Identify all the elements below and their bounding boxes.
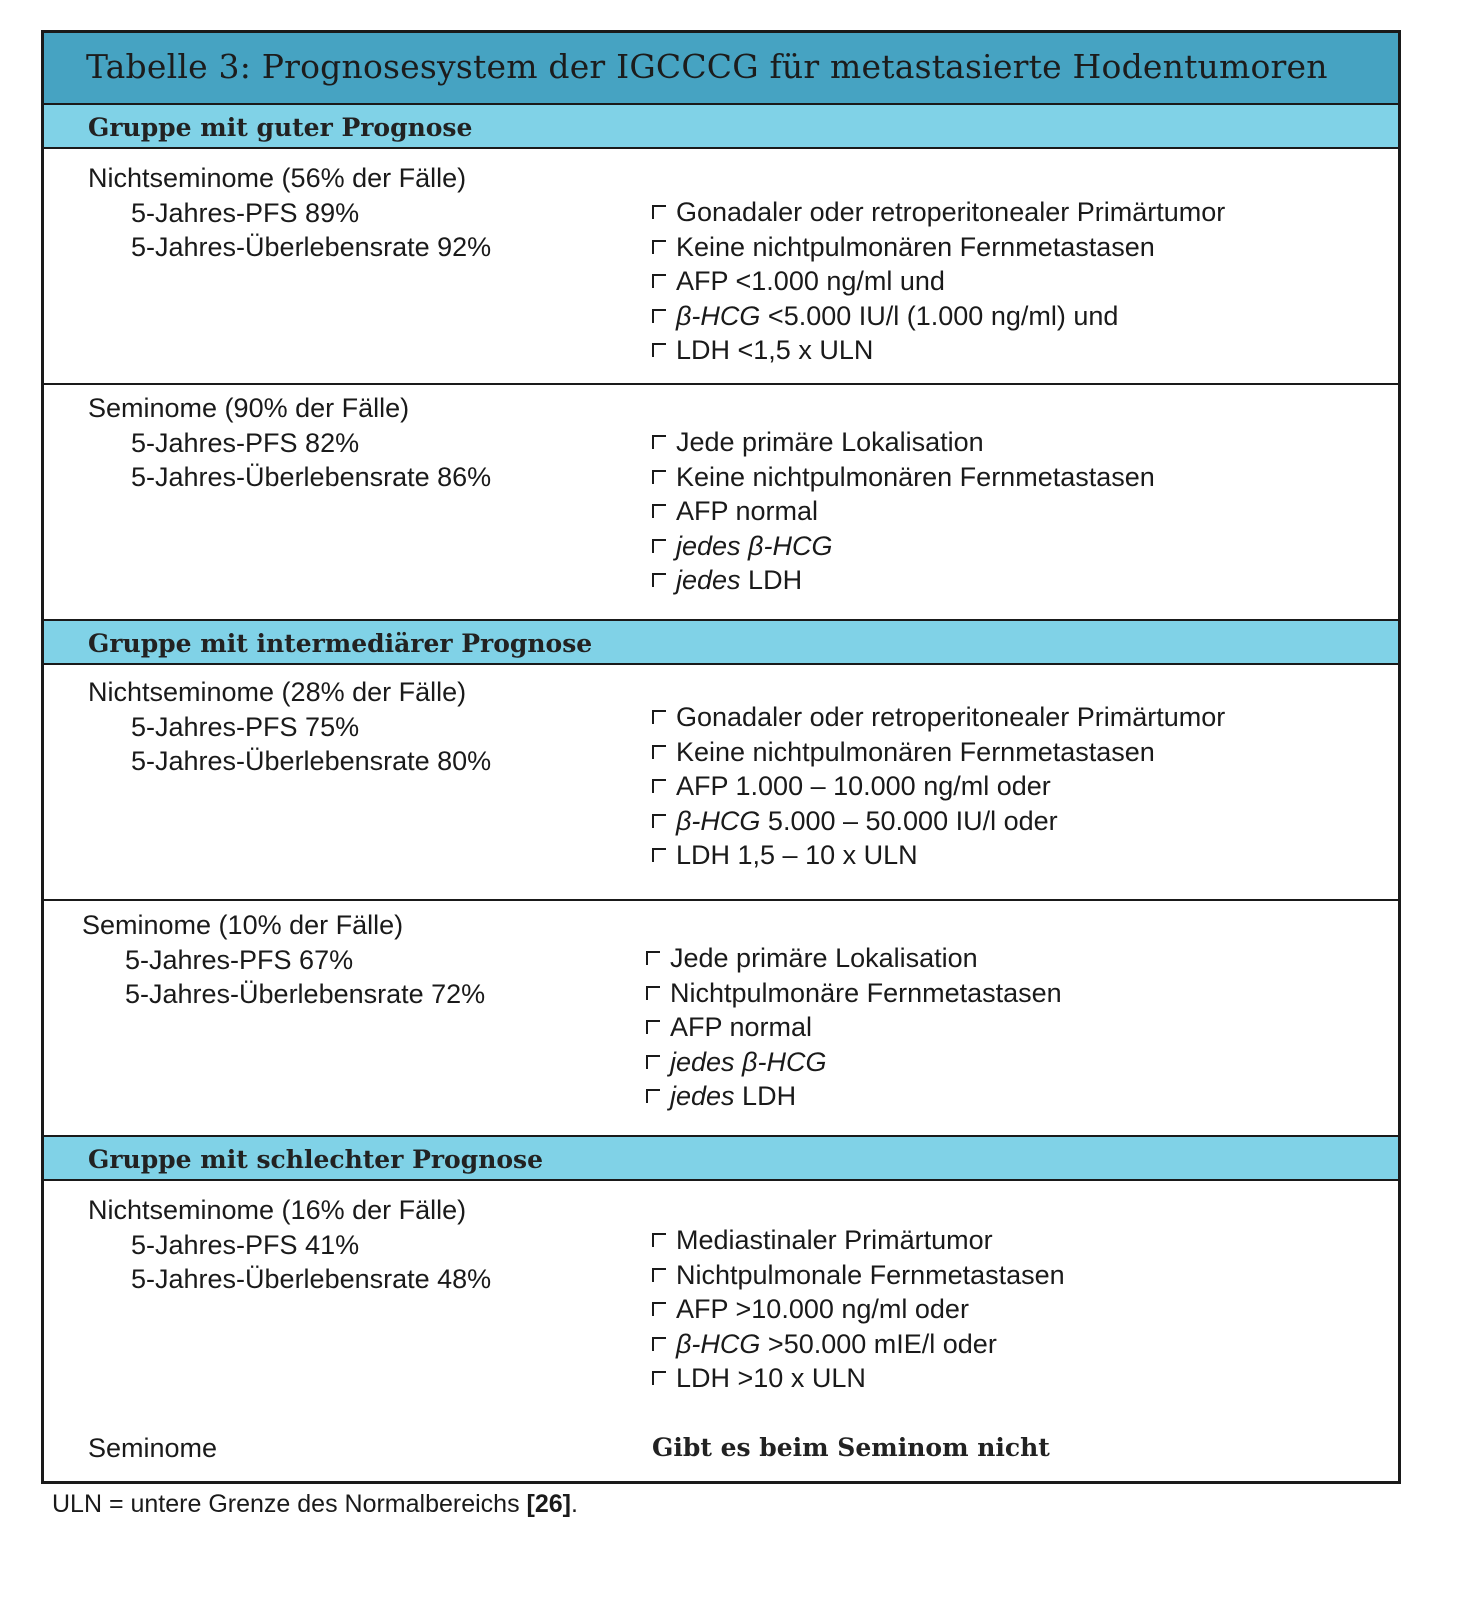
criteria-item: Jede primäre Lokalisation (652, 425, 1155, 460)
corner-bullet-icon (652, 848, 666, 862)
criteria-item: β-HCG <5.000 IU/l (1.000 ng/ml) und (652, 299, 1225, 334)
corner-bullet-icon (646, 1020, 660, 1034)
row-left-block (88, 161, 491, 265)
criteria-item: AFP >10.000 ng/ml oder (652, 1292, 1065, 1327)
criteria-item: Keine nichtpulmonären Fernmetastasen (652, 735, 1225, 770)
criteria-item: Nichtpulmonäre Fernmetastasen (646, 976, 1062, 1011)
corner-bullet-icon (646, 986, 660, 1000)
row-stat: 5-Jahres-PFS 41% (131, 1229, 360, 1260)
criteria-list (652, 425, 1155, 598)
criteria-list (652, 195, 1225, 368)
corner-bullet-icon (652, 435, 666, 449)
table-title-text: Prognosesystem der IGCCCG für metastasierte Hodentumoren (261, 47, 1328, 86)
corner-bullet-icon (652, 1302, 666, 1316)
corner-bullet-icon (652, 205, 666, 219)
criteria-item: AFP normal (646, 1010, 1062, 1045)
row-heading: Nichtseminome (28% der Fälle) (88, 677, 467, 707)
corner-bullet-icon (652, 1233, 666, 1247)
row-left-block (88, 391, 491, 495)
group-header-intermediate (44, 619, 1398, 665)
row-stat: 5-Jahres-PFS 75% (131, 711, 360, 742)
row-stat: 5-Jahres-PFS 89% (131, 197, 360, 228)
corner-bullet-icon (652, 240, 666, 254)
corner-bullet-icon (646, 1055, 660, 1069)
corner-bullet-icon (652, 745, 666, 759)
corner-bullet-icon (652, 1337, 666, 1351)
row-left-block (88, 675, 491, 779)
corner-bullet-icon (652, 274, 666, 288)
corner-bullet-icon (652, 539, 666, 553)
prognosis-table (41, 30, 1401, 1484)
table-title (86, 47, 1328, 86)
criteria-item: Keine nichtpulmonären Fernmetastasen (652, 230, 1225, 265)
corner-bullet-icon (652, 470, 666, 484)
row-stat: 5-Jahres-Überlebensrate 48% (131, 1264, 492, 1295)
row-divider (44, 899, 1398, 901)
footnote-text: ULN = untere Grenze des Normalbereichs (52, 1490, 527, 1518)
criteria-item: Mediastinaler Primärtumor (652, 1223, 1065, 1258)
row-left-block (88, 1193, 491, 1297)
table-footnote (52, 1490, 578, 1519)
group-header-poor (44, 1135, 1398, 1181)
row-heading: Nichtseminome (56% der Fälle) (88, 163, 467, 193)
criteria-item: jedes LDH (646, 1079, 1062, 1114)
seminome-poor-label: Seminome (88, 1433, 218, 1463)
corner-bullet-icon (652, 1371, 666, 1385)
row-heading: Seminome (90% der Fälle) (88, 393, 410, 423)
corner-bullet-icon (646, 1089, 660, 1103)
criteria-item: jedes LDH (652, 563, 1155, 598)
criteria-item: AFP <1.000 ng/ml und (652, 264, 1225, 299)
table-title-bar (44, 33, 1398, 107)
criteria-item: jedes β-HCG (652, 529, 1155, 564)
criteria-item: β-HCG 5.000 – 50.000 IU/l oder (652, 804, 1225, 839)
seminome-poor-value: Gibt es beim Seminom nicht (652, 1433, 1050, 1462)
table-title-prefix: Tabelle 3: (86, 47, 252, 86)
corner-bullet-icon (646, 951, 660, 965)
group-header-label: Gruppe mit guter Prognose (88, 113, 473, 142)
criteria-item: jedes β-HCG (646, 1045, 1062, 1080)
row-stat: 5-Jahres-Überlebensrate 86% (131, 462, 492, 493)
row-stat: 5-Jahres-Überlebensrate 72% (125, 979, 486, 1010)
row-divider (44, 383, 1398, 385)
criteria-item: Gonadaler oder retroperitonealer Primärtumor (652, 700, 1225, 735)
corner-bullet-icon (652, 573, 666, 587)
criteria-item: Gonadaler oder retroperitonealer Primärtumor (652, 195, 1225, 230)
criteria-item: AFP 1.000 – 10.000 ng/ml oder (652, 769, 1225, 804)
criteria-item: LDH <1,5 x ULN (652, 333, 1225, 368)
criteria-list (646, 941, 1062, 1114)
corner-bullet-icon (652, 504, 666, 518)
row-stat: 5-Jahres-Überlebensrate 80% (131, 746, 492, 777)
criteria-item: Jede primäre Lokalisation (646, 941, 1062, 976)
footnote-end: . (571, 1490, 578, 1518)
criteria-list (652, 700, 1225, 873)
criteria-item: LDH 1,5 – 10 x ULN (652, 838, 1225, 873)
row-stat: 5-Jahres-PFS 67% (125, 944, 354, 975)
row-heading: Nichtseminome (16% der Fälle) (88, 1195, 467, 1225)
group-header-label: Gruppe mit intermediärer Prognose (88, 629, 593, 658)
group-header-label: Gruppe mit schlechter Prognose (88, 1145, 544, 1174)
criteria-item: β-HCG >50.000 mIE/l oder (652, 1327, 1065, 1362)
criteria-item: Keine nichtpulmonären Fernmetastasen (652, 460, 1155, 495)
corner-bullet-icon (652, 814, 666, 828)
row-stat: 5-Jahres-PFS 82% (131, 427, 360, 458)
corner-bullet-icon (652, 343, 666, 357)
group-header-good (44, 103, 1398, 149)
row-heading: Seminome (10% der Fälle) (82, 910, 404, 940)
corner-bullet-icon (652, 1268, 666, 1282)
criteria-item: Nichtpulmonale Fernmetastasen (652, 1258, 1065, 1293)
footnote-reference: [26] (526, 1490, 571, 1518)
criteria-item: LDH >10 x ULN (652, 1361, 1065, 1396)
corner-bullet-icon (652, 710, 666, 724)
criteria-item: AFP normal (652, 494, 1155, 529)
row-stat: 5-Jahres-Überlebensrate 92% (131, 232, 492, 263)
criteria-list (652, 1223, 1065, 1396)
corner-bullet-icon (652, 309, 666, 323)
corner-bullet-icon (652, 779, 666, 793)
row-left-block (82, 908, 485, 1012)
